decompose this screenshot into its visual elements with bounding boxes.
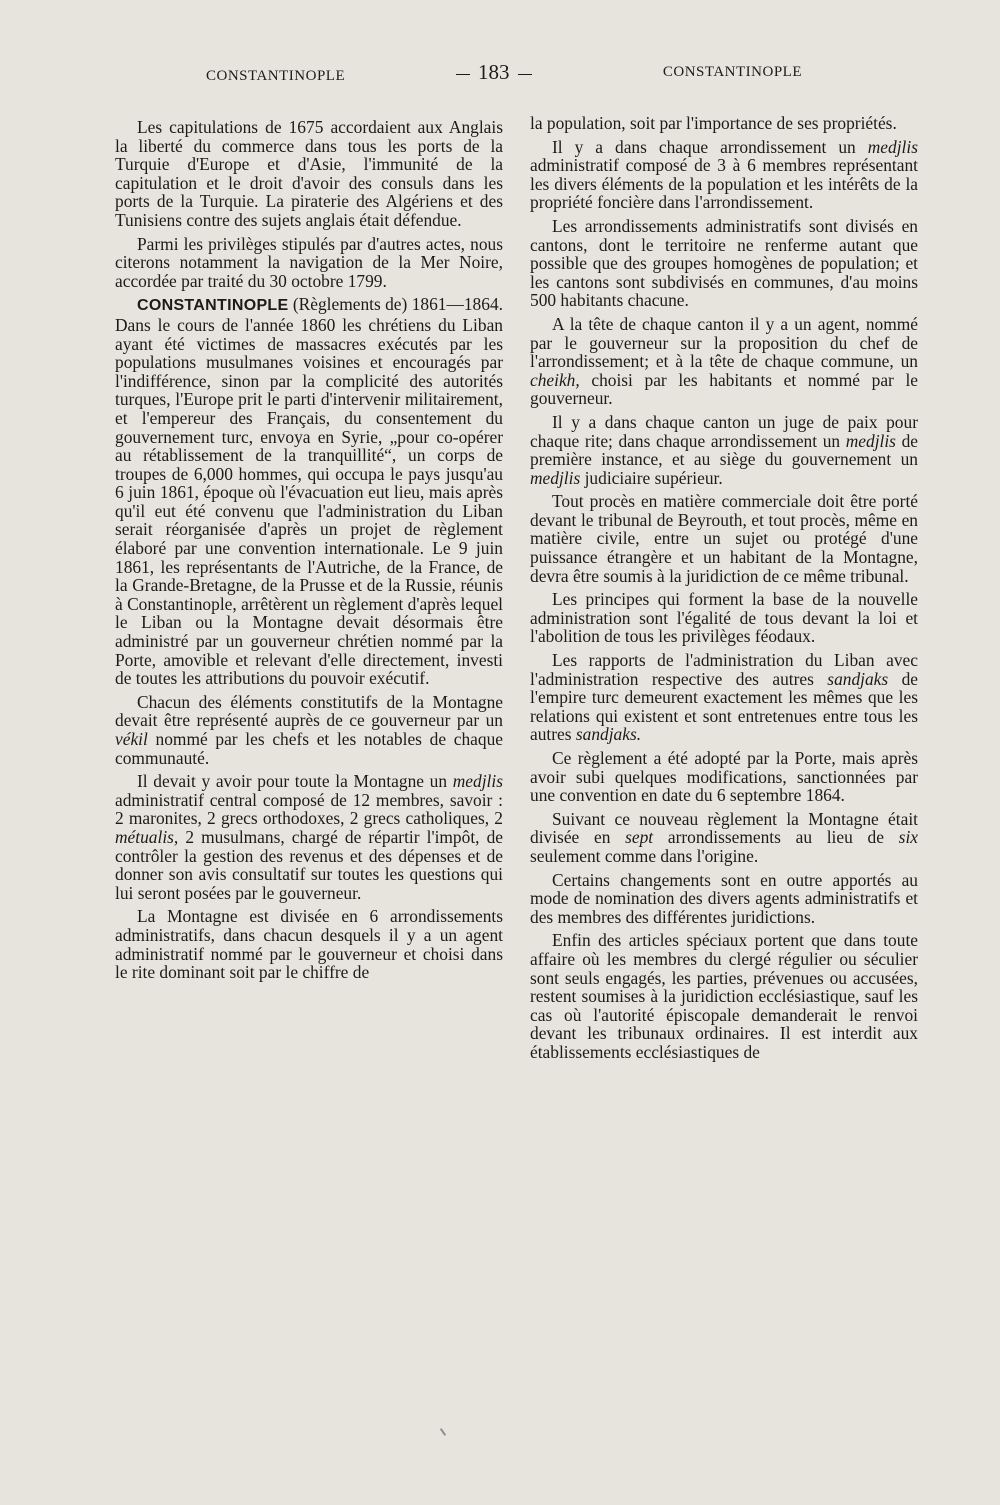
italic-term: sept <box>625 827 654 848</box>
italic-term: medjlis <box>867 136 918 157</box>
paragraph: Tout procès en matière commerciale doit être porté devant le tribunal de Beyrouth, et tout procès, même en matière civile, entre un sujet ou protégé d'une puissance étrangère et un habitant de la Montagne, devra être soumis à la juridiction de ce même tribunal. <box>530 491 918 586</box>
page-number <box>448 60 540 85</box>
text-run: Chacun des éléments constitutifs de la Montagne devait être représenté auprès de ce gouverneur par un <box>115 691 503 731</box>
entry-paragraph <box>115 295 503 687</box>
dash-left <box>456 74 470 75</box>
entry-text: (Règlements de) 1861—1864. Dans le cours de l'année 1860 les chrétiens du Liban ayant été victimes de massacres exécutés par les populations musulmanes voisines et encouragés par l'indifférence, sinon par la complicité des autorités turques, l'Europe prit le parti d'intervenir militairement, et l'empereur des Français, du consentement du gouvernement turc, envoya en Syrie, „pour co-opérer au rétablissement de la tranquillité“, un corps de troupes de 6,000 hommes, qui occupa le pays jusqu'au 6 juin 1861, époque où l'évacuation eut lieu, mais après qu'il eut été convenu que l'administration du Liban serait réorganisée d'après un projet de règlement élaboré par une convention internationale. Le 9 juin 1861, les représentants de l'Autriche, de la France, de la Grande-Bretagne, de la Prusse et de la Russie, réunis à Constantinople, arrêtèrent un règlement d'après lequel le Liban ou la Montagne devait désormais être administré par un gouverneur chrétien nommé par la Porte, amovible et relevant d'elle directement, investi de toutes les attributions du pouvoir exécutif. <box>115 294 503 689</box>
continued-paragraph: la population, soit par l'importance de ses propriétés. <box>530 113 897 133</box>
paragraph <box>530 413 918 487</box>
text-run: Il devait y avoir pour toute la Montagne un <box>137 771 453 792</box>
italic-term: six <box>898 827 918 848</box>
paragraph: Certains changements sont en outre apportés au mode de nomination des divers agents administratifs et des membres des différentes juridictions. <box>530 869 918 927</box>
paragraph <box>530 651 918 744</box>
paragraph <box>530 810 918 866</box>
text-run: administratif central composé de 12 membres, savoir : 2 maronites, 2 grecs orthodoxes, 2 grecs catholiques, 2 <box>115 789 503 829</box>
paragraph: Les principes qui forment la base de la nouvelle administration sont l'égalité de tous devant la loi et l'abolition de tous les privilèges féodaux. <box>530 589 918 647</box>
header-left-title: CONSTANTINOPLE <box>206 68 346 84</box>
italic-term: sandjaks <box>827 668 889 689</box>
running-header <box>118 60 922 90</box>
italic-term: cheikh, <box>530 369 580 390</box>
dash-right <box>518 74 532 75</box>
italic-term: vékil <box>115 729 148 749</box>
paragraph <box>115 693 503 767</box>
paragraph: Les arrondissements administratifs sont divisés en cantons, dont le territoire ne renferme autant que possible que des groupes homogènes de population; et les cantons sont subdivisés en communes, d'au moins 500 habitants chacune. <box>530 215 918 311</box>
italic-term: sandjaks. <box>575 724 642 745</box>
paragraph: La Montagne est divisée en 6 arrondissements administratifs, dans chacun desquels il y a un agent administratif nommé par le gouverneur et choisi dans le rite dominant soit par le chiffre de <box>115 906 503 983</box>
paragraph: Les capitulations de 1675 accordaient aux Anglais la liberté du commerce dans tous les ports de la Turquie d'Europe et d'Asie, l'immunité de la capitulation et le droit d'avoir des consuls dans les ports de la Turquie. La piraterie des Algériens et des Tunisiens contre des sujets anglais était défendue. <box>115 117 503 230</box>
text-run: arrondissements au lieu de <box>653 827 899 848</box>
italic-term: medjlis <box>845 430 896 451</box>
text-run: de première instance, et au siège du gouvernement un <box>530 430 919 470</box>
paragraph: Parmi les privilèges stipulés par d'autres actes, nous citerons notamment la navigation de la Mer Noire, accordée par traité du 30 octobre 1799. <box>115 233 503 291</box>
text-run: Les rapports de l'administration du Liban avec l'administration respective des autres <box>530 650 918 689</box>
right-column <box>530 114 918 1067</box>
paragraph: Enfin des articles spéciaux portent que dans toute affaire où les membres du clergé régulier ou séculier sont seuls engagés, les parties, prévenues ou accusées, restent soumises à la juridiction ecclésiastique, sauf les cas où l'autorité épiscopale demanderait le renvoi devant les tribunaux ordinaires. Il est interdit aux établissements ecclésiastiques de <box>530 930 918 1062</box>
text-run: administratif composé de 3 à 6 membres représentant les divers éléments de la population et les intérêts de la propriété foncière dans l'arrondissement. <box>530 155 918 213</box>
text-run: choisi par les habitants et nommé par le gouverneur. <box>530 369 918 409</box>
paragraph <box>530 138 918 212</box>
paragraph <box>530 315 918 408</box>
page-number-text: 183 <box>478 60 510 84</box>
entry-heading: CONSTANTINOPLE <box>137 297 289 315</box>
text-run: Il y a dans chaque canton un juge de paix pour chaque rite; dans chaque arrondissement un <box>530 411 918 451</box>
text-run: Suivant ce nouveau règlement la Montagne était divisée en <box>530 808 918 848</box>
paragraph: Ce règlement a été adopté par la Porte, mais après avoir subi quelques modifications, sanctionnées par une convention en date du 6 septembre 1864. <box>530 748 918 806</box>
text-run: de l'empire turc demeurent exactement les mêmes que les relations qui existent et sont entretenues entre tous les autres <box>530 668 919 745</box>
text-run: nommé par les chefs et les notables de chaque communauté. <box>115 729 503 768</box>
italic-term: medjlis <box>452 771 503 792</box>
paragraph <box>115 772 503 902</box>
ink-speck <box>440 1428 446 1436</box>
header-right-title: CONSTANTINOPLE <box>662 64 802 80</box>
text-run: judiciaire supérieur. <box>580 467 723 488</box>
italic-term: medjlis <box>530 467 581 488</box>
text-run: Il y a dans chaque arrondissement un <box>552 136 868 157</box>
text-run: 2 musulmans, chargé de répartir l'impôt, de contrôler la gestion des revenus et des dépenses et de donner son avis consultatif sur toutes les questions qui lui seront posées par le gouverneur. <box>115 826 503 903</box>
text-run: A la tête de chaque canton il y a un agent, nommé par le gouverneur sur la proposition du chef de l'arrondissement; et à la tête de chaque commune, un <box>530 313 918 372</box>
italic-term: métualis, <box>115 826 179 847</box>
left-column <box>115 118 503 987</box>
text-run: seulement comme dans l'origine. <box>530 845 759 866</box>
